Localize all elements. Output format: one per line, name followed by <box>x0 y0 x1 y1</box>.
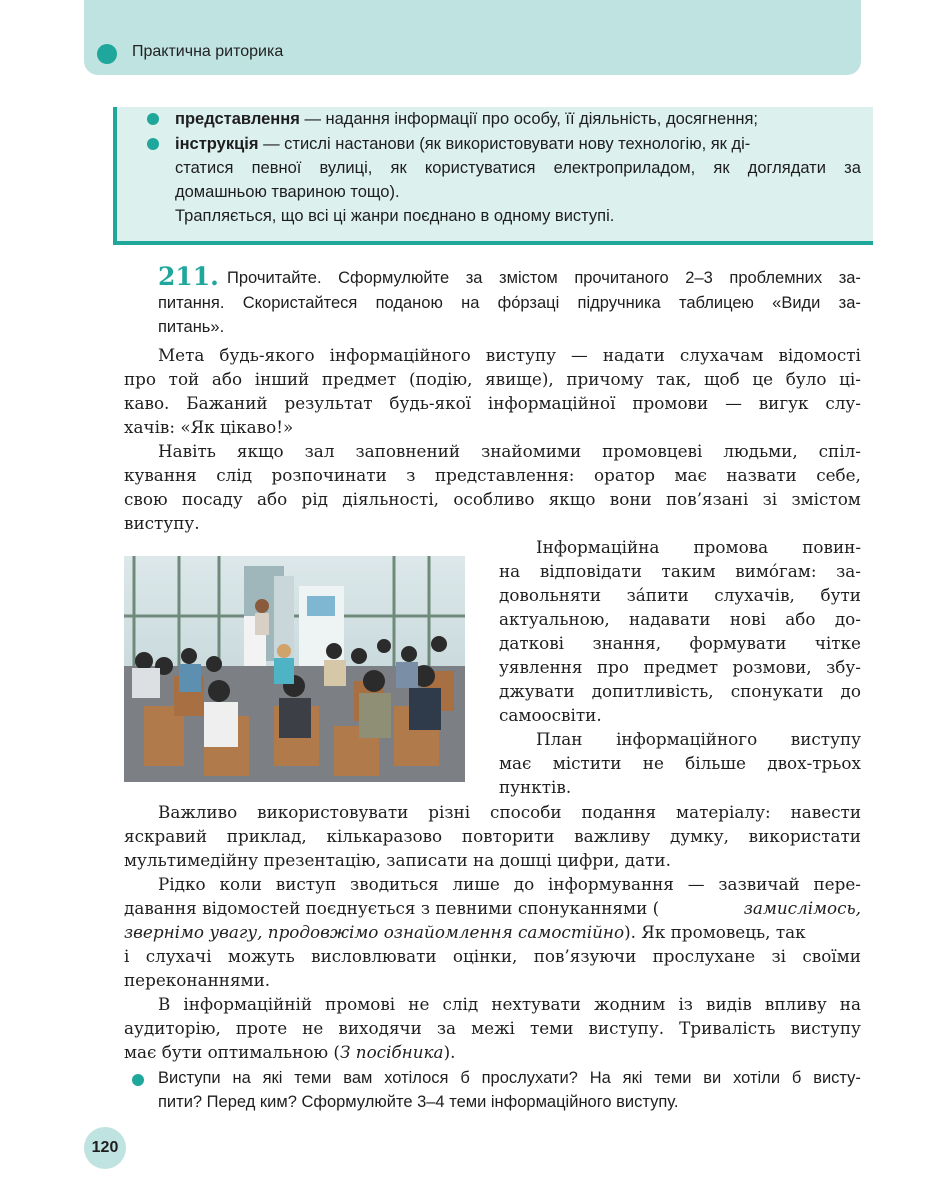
text-line: Важливо використовувати різні способи подання матеріалу: навести <box>158 802 861 822</box>
page-number: 120 <box>84 1127 126 1169</box>
genre-term: інструкція <box>175 135 259 153</box>
text-line: про той або інший предмет (подію, явище), причому так, щоб це було ці- <box>124 369 861 389</box>
text-line: Інформаційна промова повин- <box>536 537 861 557</box>
header-bullet-icon <box>97 44 117 64</box>
text-line: кування слід розпочинати з представлення: оратор має назвати себе, <box>124 465 861 485</box>
genre-item-instruction: інструкція — стислі настанови (як використовувати нову технологію, як ді- статися певної вулиці, як користуватися електроприладом, як доглядати за домашньою твариною тощо). Трапляється, що всі ці жанри поєднано в одному виступі. <box>175 132 861 228</box>
text-line: Навіть якщо зал заповнений знайомими промовцеві людьми, спіл- <box>158 441 861 461</box>
text-line: аудиторію, проте не виходячи за межі теми виступу. Тривалість виступу <box>124 1018 861 1038</box>
text-line: звернімо увагу, продовжімо ознайомлення самостійно). Як промовець, так <box>124 922 806 942</box>
text-line: уявлення про предмет розмови, збу- <box>499 657 861 677</box>
text-line: виступу. <box>124 513 200 533</box>
question-line: Виступи на які теми вам хотілося б прослухати? На які теми ви хотіли б висту- <box>158 1069 861 1087</box>
text-line: В інформаційній промові не слід нехтувати жодним із видів впливу на <box>158 994 861 1014</box>
text-line: і слухачі можуть висловлювати оцінки, пов’язуючи прослухане зі своїми <box>124 946 861 966</box>
genre-item-presentation: представлення — надання інформації про особу, її діяльність, досягнення; <box>175 110 758 128</box>
text-line: мультимедійну презентацію, записати на дошці цифри, дати. <box>124 850 671 870</box>
header-bar <box>84 0 861 75</box>
text-line: яскравий приклад, кількаразово повторити важливу думку, використати <box>124 826 861 846</box>
italic-text: звернімо увагу, продовжімо ознайомлення самостійно <box>124 922 625 942</box>
genre-term: представлення <box>175 110 300 128</box>
text-line: План інформаційного виступу <box>536 729 861 749</box>
text-line: має містити не більше двох-трьох <box>499 753 861 773</box>
text-line: хачів: «Як цікаво!» <box>124 417 294 437</box>
task-line: Прочитайте. Сформулюйте за змістом прочитаного 2–3 проблемних за- <box>227 269 861 287</box>
text-line: переконаннями. <box>124 970 271 990</box>
text-line: даткові знання, формувати чітке <box>499 633 861 653</box>
text-line: довольняти за́пити слухачів, бути <box>499 585 861 605</box>
text-line: Мета будь-якого інформаційного виступу — надати слухачам відомості <box>158 345 861 365</box>
task-line: питання. Скористайтеся поданою на фо́рзаці підручника таблицею «Види за- <box>158 294 861 312</box>
bullet-icon <box>147 113 159 125</box>
bullet-icon <box>147 138 159 150</box>
text-line: має бути оптимальною (З посібника). <box>124 1042 456 1062</box>
italic-text: замислімось, <box>743 898 861 918</box>
task-line: питань». <box>158 318 225 336</box>
text-line: давання відомостей поєднується з певними спонуканнями ( замислімось, <box>124 898 861 918</box>
bullet-icon <box>132 1074 144 1086</box>
text-line: джувати допитливість, спонукати до <box>499 681 861 701</box>
task-number: 211. <box>158 262 219 291</box>
text-line: самоосвіти. <box>499 705 602 725</box>
genre-line: статися певної вулиці, як користуватися електроприладом, як доглядати за <box>175 159 861 177</box>
question-line: пити? Перед ким? Сформулюйте 3–4 теми інформаційного виступу. <box>158 1093 679 1111</box>
conference-photo <box>124 556 465 782</box>
text-line: на відповідати таким вимо́гам: за- <box>499 561 861 581</box>
italic-text: З посібника <box>339 1042 444 1062</box>
genre-line: домашньою твариною тощо). <box>175 183 400 201</box>
genres-note: Трапляється, що всі ці жанри поєднано в одному виступі. <box>175 207 615 225</box>
section-title: Практична риторика <box>132 43 284 60</box>
text-line: каво. Бажаний результат будь-якої інформаційної промови — вигук слу- <box>124 393 861 413</box>
text-line: актуальною, надавати нові або до- <box>499 609 861 629</box>
text-line: Рідко коли виступ зводиться лише до інформування — зазвичай пере- <box>158 874 861 894</box>
text-line: пунктів. <box>499 777 572 797</box>
text-line: свою посаду або рід діяльності, особливо якщо вони пов’язані зі змістом <box>124 489 861 509</box>
